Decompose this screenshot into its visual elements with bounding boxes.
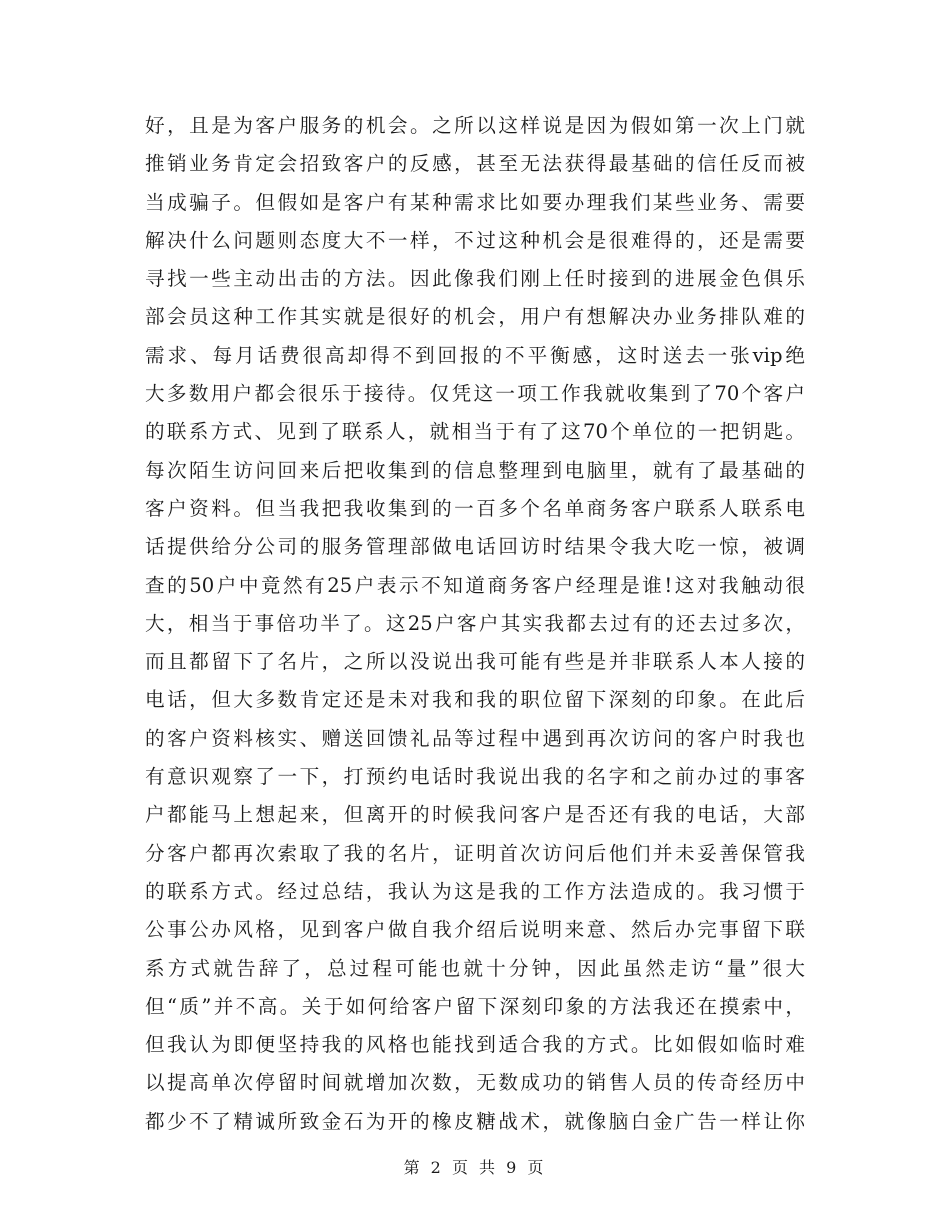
text-line: 大多数用户都会很乐于接待。仅凭这一项工作我就收集到了70个客户 — [145, 382, 805, 406]
page-footer: 第 2 页 共 9 页 — [403, 1158, 547, 1177]
text-line: 好，且是为客户服务的机会。之所以这样说是因为假如第一次上门就 — [145, 114, 805, 137]
text-line: 但我认为即便坚持我的风格也能找到适合我的方式。比如假如临时难 — [145, 1033, 805, 1057]
text-line: 客户资料。但当我把我收集到的一百多个名单商务客户联系人联系电 — [145, 496, 805, 520]
text-line: 而且都留下了名片，之所以没说出我可能有些是并非联系人本人接的 — [145, 650, 805, 674]
text-line: 电话，但大多数肯定还是未对我和我的职位留下深刻的印象。在此后 — [145, 688, 805, 712]
text-line: 分客户都再次索取了我的名片，证明首次访问后他们并未妥善保管我 — [145, 841, 805, 865]
text-line: 需求、每月话费很高却得不到回报的不平衡感，这时送去一张vip绝 — [145, 343, 805, 367]
text-line: 寻找一些主动出击的方法。因此像我们刚上任时接到的进展金色俱乐 — [145, 267, 805, 291]
text-line: 推销业务肯定会招致客户的反感，甚至无法获得最基础的信任反而被 — [145, 152, 805, 176]
text-line: 有意识观察了一下，打预约电话时我说出我的名字和之前办过的事客 — [145, 765, 805, 789]
text-line: 大，相当于事倍功半了。这25户客户其实我都去过有的还去过多次， — [145, 611, 805, 635]
text-line: 部会员这种工作其实就是很好的机会，用户有想解决办业务排队难的 — [145, 305, 805, 329]
text-line: 但“质”并不高。关于如何给客户留下深刻印象的方法我还在摸索中， — [145, 994, 805, 1018]
text-line: 的联系方式。经过总结，我认为这是我的工作方法造成的。我习惯于 — [145, 879, 805, 903]
text-line: 户都能马上想起来，但离开的时候我问客户是否还有我的电话，大部 — [145, 803, 805, 827]
text-line: 解决什么问题则态度大不一样，不过这种机会是很难得的，还是需要 — [145, 228, 805, 252]
text-line: 系方式就告辞了，总过程可能也就十分钟，因此虽然走访“量”很大 — [145, 956, 805, 980]
text-line: 都少不了精诚所致金石为开的橡皮糖战术，就像脑白金广告一样让你 — [145, 1109, 805, 1133]
text-line: 的联系方式、见到了联系人，就相当于有了这70个单位的一把钥匙。 — [145, 420, 805, 444]
text-line: 公事公办风格，见到客户做自我介绍后说明来意、然后办完事留下联 — [145, 918, 805, 942]
text-line: 的客户资料核实、赠送回馈礼品等过程中遇到再次访问的客户时我也 — [145, 726, 805, 750]
text-line: 当成骗子。但假如是客户有某种需求比如要办理我们某些业务、需要 — [145, 190, 805, 214]
text-line: 以提高单次停留时间就增加次数，无数成功的销售人员的传奇经历中 — [145, 1071, 805, 1095]
text-line: 查的50户中竟然有25户表示不知道商务客户经理是谁!这对我触动很 — [145, 573, 805, 597]
body-text — [145, 107, 805, 1141]
text-line: 话提供给分公司的服务管理部做电话回访时结果令我大吃一惊，被调 — [145, 535, 805, 559]
text-line: 每次陌生访问回来后把收集到的信息整理到电脑里，就有了最基础的 — [145, 458, 805, 482]
